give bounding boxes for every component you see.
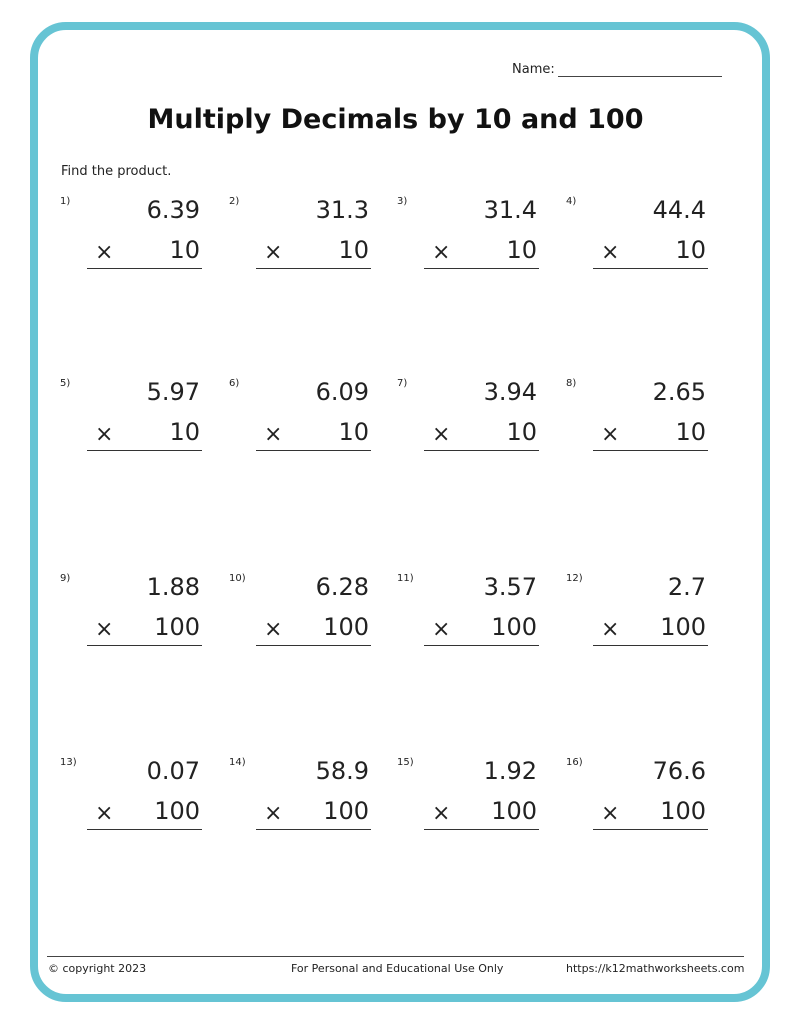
problem-number: 4): [566, 196, 577, 207]
problem-number: 13): [60, 757, 77, 768]
multiply-sign: ×: [601, 422, 620, 447]
problem-item: [229, 573, 369, 663]
footer-copyright: © copyright 2023: [48, 962, 147, 975]
problem-decimal: 1.88: [146, 573, 200, 601]
multiply-sign: ×: [264, 801, 283, 826]
answer-line: [256, 645, 371, 646]
problem-multiplier: 100: [660, 797, 706, 825]
problem-decimal: 76.6: [652, 757, 706, 785]
multiply-sign: ×: [601, 617, 620, 642]
name-blank-line: [558, 64, 722, 77]
multiply-sign: ×: [264, 240, 283, 265]
problem-number: 1): [60, 196, 71, 207]
problem-multiplier: 100: [323, 613, 369, 641]
answer-line: [593, 645, 708, 646]
name-field: [512, 62, 722, 77]
problem-item: [60, 196, 200, 286]
problem-number: 15): [397, 757, 414, 768]
answer-line: [87, 450, 202, 451]
problem-multiplier: 100: [154, 613, 200, 641]
problem-item: [60, 573, 200, 663]
problem-item: [229, 196, 369, 286]
problem-decimal: 2.7: [667, 573, 706, 601]
multiply-sign: ×: [95, 422, 114, 447]
problem-decimal: 31.4: [483, 196, 537, 224]
problem-decimal: 1.92: [483, 757, 537, 785]
problem-number: 11): [397, 573, 414, 584]
answer-line: [593, 268, 708, 269]
answer-line: [424, 268, 539, 269]
problem-number: 7): [397, 378, 408, 389]
problem-decimal: 3.57: [483, 573, 537, 601]
answer-line: [593, 450, 708, 451]
problem-number: 8): [566, 378, 577, 389]
problem-decimal: 6.09: [315, 378, 369, 406]
problem-item: [60, 757, 200, 847]
problem-number: 14): [229, 757, 246, 768]
page-title: Multiply Decimals by 10 and 100: [147, 104, 644, 135]
problem-multiplier: 10: [338, 236, 369, 264]
problem-number: 2): [229, 196, 240, 207]
multiply-sign: ×: [601, 801, 620, 826]
answer-line: [87, 645, 202, 646]
problem-item: [397, 378, 537, 468]
answer-line: [256, 450, 371, 451]
answer-line: [87, 268, 202, 269]
problem-decimal: 6.39: [146, 196, 200, 224]
answer-line: [256, 829, 371, 830]
footer-divider: [47, 956, 744, 957]
problem-item: [566, 757, 706, 847]
problem-decimal: 44.4: [652, 196, 706, 224]
multiply-sign: ×: [432, 617, 451, 642]
problem-number: 5): [60, 378, 71, 389]
multiply-sign: ×: [432, 240, 451, 265]
problem-number: 12): [566, 573, 583, 584]
multiply-sign: ×: [432, 801, 451, 826]
problem-multiplier: 10: [506, 236, 537, 264]
problem-item: [566, 573, 706, 663]
problem-multiplier: 10: [338, 418, 369, 446]
multiply-sign: ×: [264, 422, 283, 447]
answer-line: [424, 450, 539, 451]
multiply-sign: ×: [95, 240, 114, 265]
answer-line: [424, 645, 539, 646]
problem-number: 3): [397, 196, 408, 207]
footer-url: https://k12mathworksheets.com: [566, 962, 745, 975]
problem-item: [566, 196, 706, 286]
problem-multiplier: 10: [675, 418, 706, 446]
problem-multiplier: 100: [154, 797, 200, 825]
answer-line: [256, 268, 371, 269]
problem-multiplier: 10: [169, 418, 200, 446]
problem-item: [229, 378, 369, 468]
problem-multiplier: 10: [506, 418, 537, 446]
multiply-sign: ×: [601, 240, 620, 265]
problem-multiplier: 100: [660, 613, 706, 641]
problem-item: [229, 757, 369, 847]
problem-decimal: 0.07: [146, 757, 200, 785]
problem-item: [566, 378, 706, 468]
problem-item: [397, 757, 537, 847]
multiply-sign: ×: [264, 617, 283, 642]
name-label: Name:: [512, 62, 555, 77]
problem-number: 16): [566, 757, 583, 768]
multiply-sign: ×: [432, 422, 451, 447]
problem-multiplier: 100: [323, 797, 369, 825]
multiply-sign: ×: [95, 801, 114, 826]
problem-number: 10): [229, 573, 246, 584]
instructions: Find the product.: [61, 164, 172, 179]
multiply-sign: ×: [95, 617, 114, 642]
problem-number: 9): [60, 573, 71, 584]
problem-decimal: 58.9: [315, 757, 369, 785]
answer-line: [87, 829, 202, 830]
problem-number: 6): [229, 378, 240, 389]
problem-decimal: 5.97: [146, 378, 200, 406]
problem-item: [397, 573, 537, 663]
problem-decimal: 6.28: [315, 573, 369, 601]
problem-decimal: 31.3: [315, 196, 369, 224]
answer-line: [593, 829, 708, 830]
problem-item: [60, 378, 200, 468]
problem-multiplier: 100: [491, 797, 537, 825]
footer-usage-note: For Personal and Educational Use Only: [291, 962, 504, 975]
problem-item: [397, 196, 537, 286]
problem-multiplier: 10: [675, 236, 706, 264]
problem-decimal: 2.65: [652, 378, 706, 406]
answer-line: [424, 829, 539, 830]
problem-decimal: 3.94: [483, 378, 537, 406]
problem-multiplier: 10: [169, 236, 200, 264]
problem-multiplier: 100: [491, 613, 537, 641]
